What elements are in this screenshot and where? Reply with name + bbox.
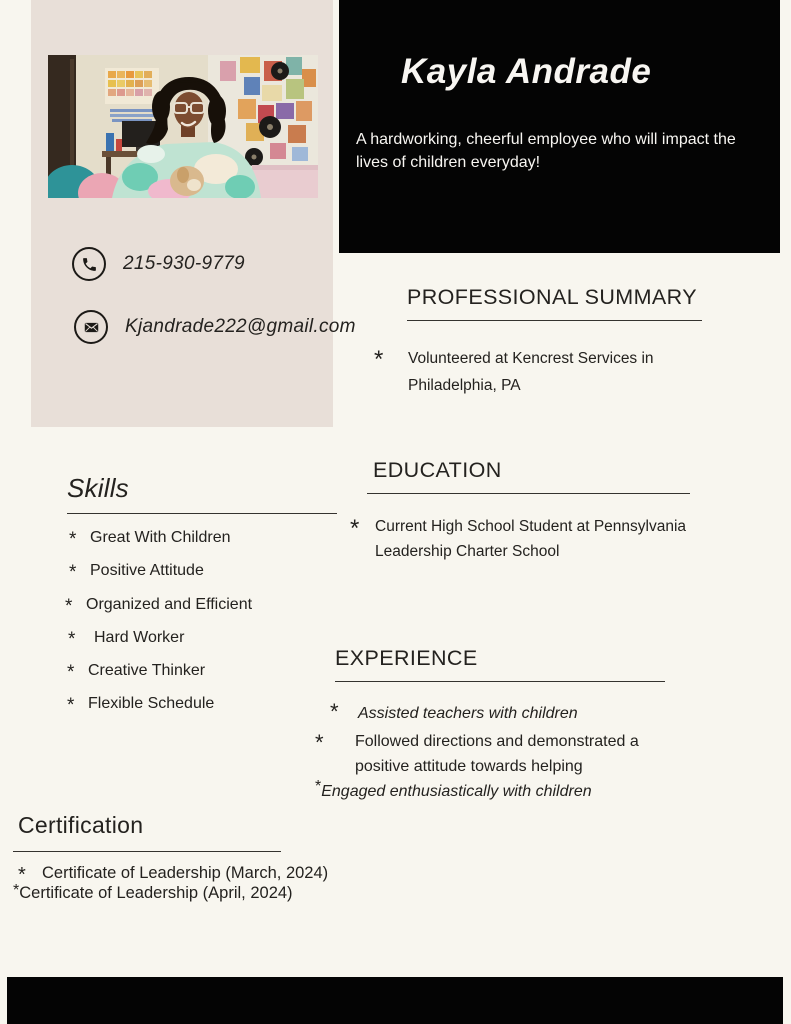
list-item: * Volunteered at Kencrest Services in Philadelphia, PA — [374, 346, 654, 394]
list-item: * Engaged enthusiastically with children — [315, 778, 592, 800]
profile-photo — [48, 55, 318, 198]
asterisk-bullet: * — [350, 515, 360, 542]
skills-title: Skills — [67, 473, 129, 503]
asterisk-bullet: * — [68, 629, 76, 650]
candidate-name: Kayla Andrade — [401, 52, 652, 91]
asterisk-bullet: * — [315, 778, 322, 795]
list-item: * Certificate of Leadership (April, 2024) — [13, 882, 293, 902]
asterisk-bullet: * — [374, 346, 384, 373]
list-item: * Flexible Schedule — [67, 695, 215, 716]
email-row — [74, 310, 356, 344]
professional-summary-section — [374, 285, 704, 399]
phone-number: 215-930-9779 — [123, 253, 245, 274]
list-item: * Organized and Efficient — [65, 596, 253, 617]
section-underline — [335, 681, 665, 682]
skills-section — [65, 473, 347, 716]
candidate-tagline: A hardworking, cheerful employee who will impact the lives of children everyday! — [356, 131, 736, 171]
footer-bar — [7, 977, 783, 1024]
asterisk-bullet: * — [18, 864, 26, 886]
list-item: * Positive Attitude — [69, 562, 204, 583]
list-item: * Current High School Student at Pennsylvania Leadership Charter School — [350, 515, 687, 560]
list-item: * Assisted teachers with children — [330, 699, 578, 724]
certification-section — [13, 812, 393, 903]
asterisk-bullet: * — [13, 882, 20, 899]
certification-title: Certification — [18, 812, 144, 838]
list-item: * Creative Thinker — [67, 662, 206, 683]
asterisk-bullet: * — [330, 699, 339, 724]
asterisk-bullet: * — [69, 529, 77, 550]
section-underline — [13, 851, 281, 852]
asterisk-bullet: * — [67, 695, 75, 716]
contact-panel — [31, 0, 356, 427]
phone-icon — [72, 247, 106, 281]
experience-title: EXPERIENCE — [335, 646, 478, 670]
section-underline — [407, 320, 702, 321]
asterisk-bullet: * — [65, 596, 73, 617]
education-section — [350, 458, 710, 564]
list-item: * Great With Children — [69, 529, 231, 550]
envelope-icon — [74, 310, 108, 344]
header-panel — [339, 0, 780, 253]
phone-row — [72, 247, 245, 281]
list-item: * Followed directions and demonstrated a positive attitude towards helping — [315, 730, 639, 775]
education-title: EDUCATION — [373, 458, 502, 482]
email-address: Kjandrade222@gmail.com — [125, 316, 356, 337]
asterisk-bullet: * — [315, 730, 324, 755]
asterisk-bullet: * — [69, 562, 77, 583]
list-item: * Certificate of Leadership (March, 2024) — [18, 864, 329, 886]
experience-section — [315, 646, 675, 804]
asterisk-bullet: * — [67, 662, 75, 683]
section-underline — [67, 513, 337, 514]
section-underline — [367, 493, 690, 494]
list-item: * Hard Worker — [68, 629, 185, 650]
professional-summary-title: PROFESSIONAL SUMMARY — [407, 285, 697, 309]
profile-photo-illustration — [48, 55, 318, 198]
